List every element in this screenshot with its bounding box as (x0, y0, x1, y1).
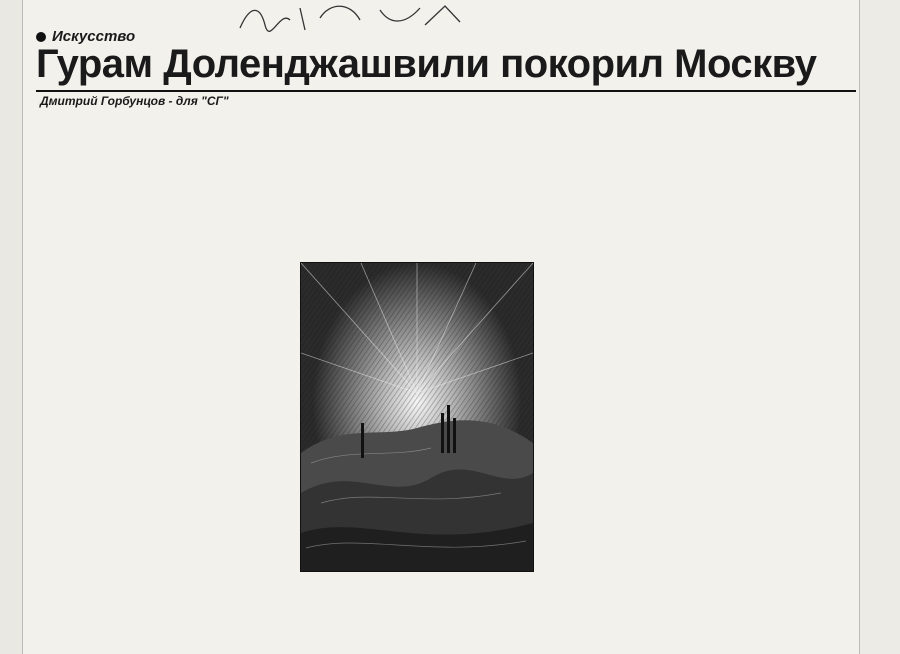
section-rubric: Искусство (36, 28, 135, 45)
article-byline: Дмитрий Горбунцов - для "СГ" (40, 94, 229, 108)
right-adjacent-column (859, 0, 900, 654)
article-headline: Гурам Доленджашвили покорил Москву (36, 42, 817, 86)
handwritten-signature (230, 0, 470, 34)
headline-rule (36, 90, 856, 92)
artwork-photo (300, 262, 534, 572)
left-adjacent-column (0, 0, 23, 654)
engraving-landscape-image (301, 263, 533, 571)
